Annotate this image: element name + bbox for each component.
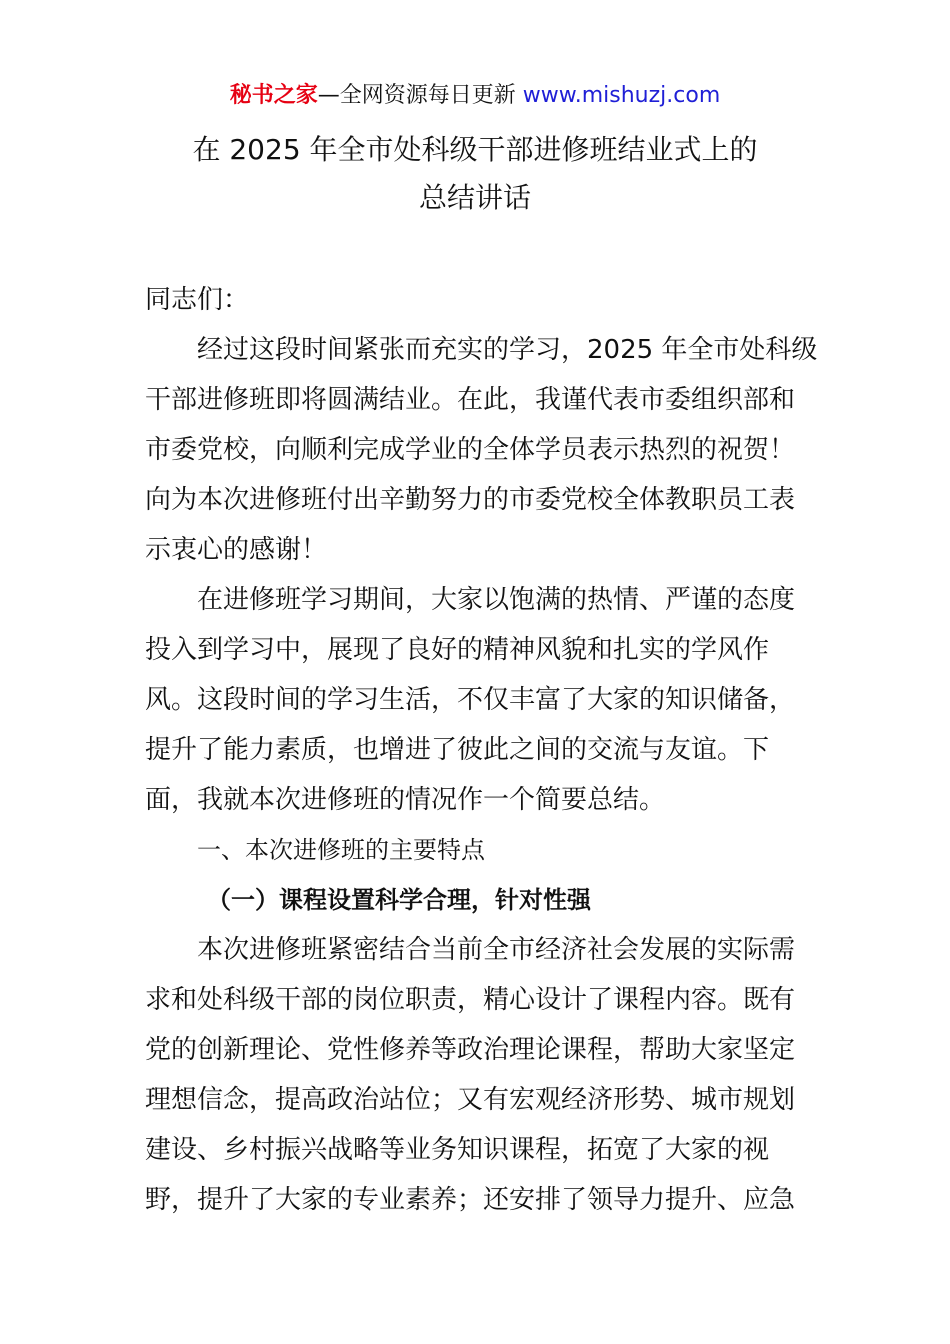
- site-brand: 秘书之家: [229, 83, 318, 108]
- paragraph-line: 党的创新理论、党性修养等政治理论课程，帮助大家坚定: [145, 1035, 796, 1065]
- banner-tagline: —全网资源每日更新: [317, 83, 523, 108]
- site-url-link[interactable]: www.mishuzj.com: [522, 83, 721, 108]
- subsection-heading: （一）课程设置科学合理，针对性强: [207, 886, 591, 914]
- document-body: [145, 275, 818, 1225]
- paragraph-line: 示衷心的感谢！: [145, 535, 328, 565]
- paragraph-line: 建设、乡村振兴战略等业务知识课程，拓宽了大家的视: [145, 1135, 770, 1165]
- site-banner: [0, 80, 950, 112]
- salutation: 同志们：: [145, 285, 250, 315]
- paragraph-line: 本次进修班紧密结合当前全市经济社会发展的实际需: [197, 935, 796, 965]
- document-title-line-2: 总结讲话: [418, 181, 531, 214]
- paragraph-line: 理想信念，提高政治站位；又有宏观经济形势、城市规划: [145, 1085, 796, 1115]
- document-title-line-1: 在 2025 年全市处科级干部进修班结业式上的: [192, 133, 758, 166]
- paragraph-line: 干部进修班即将圆满结业。在此，我谨代表市委组织部和: [145, 385, 796, 415]
- paragraph-line: 野，提升了大家的专业素养；还安排了领导力提升、应急: [145, 1185, 796, 1215]
- paragraph-line: 提升了能力素质，也增进了彼此之间的交流与友谊。下: [145, 735, 770, 765]
- paragraph-line: 在进修班学习期间，大家以饱满的热情、严谨的态度: [197, 585, 796, 615]
- paragraph-line: 投入到学习中，展现了良好的精神风貌和扎实的学风作: [145, 635, 770, 665]
- paragraph-line: 向为本次进修班付出辛勤努力的市委党校全体教职员工表: [145, 485, 796, 515]
- section-heading: 一、本次进修班的主要特点: [197, 836, 485, 864]
- paragraph-line: 面，我就本次进修班的情况作一个简要总结。: [145, 785, 666, 815]
- paragraph-line: 市委党校，向顺利完成学业的全体学员表示热烈的祝贺！: [145, 435, 796, 465]
- paragraph-line: 经过这段时间紧张而充实的学习，2025 年全市处科级: [197, 335, 818, 365]
- paragraph-line: 风。这段时间的学习生活，不仅丰富了大家的知识储备，: [145, 685, 796, 715]
- paragraph-line: 求和处科级干部的岗位职责，精心设计了课程内容。既有: [145, 985, 796, 1015]
